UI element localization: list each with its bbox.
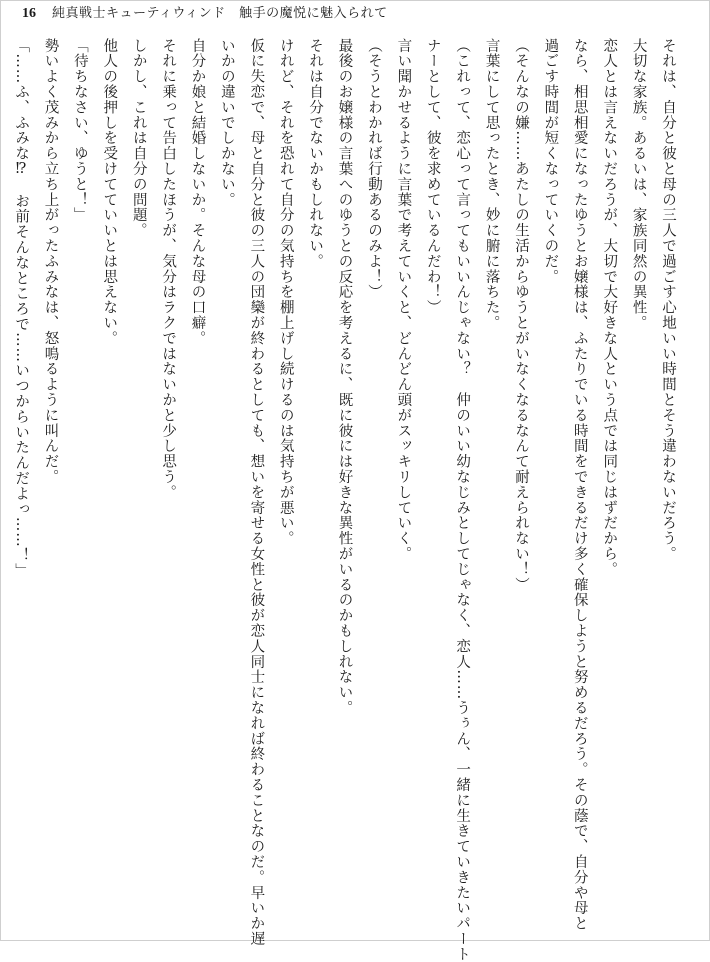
body-line: （そんなの嫌……あたしの生活からゆうとがいなくなるなんて耐えられない！） [512,38,529,593]
body-line: いかの違いでしかない。 [218,38,235,208]
body-line: 勢いよく茂みから立ち上がったふみなは、怒鳴るように叫んだ。 [42,38,59,485]
body-line: （そうとわかれば行動あるのみよ！） [365,38,382,300]
body-line: ナーとして、彼を求めているんだわ！） [424,38,441,316]
running-title: 純真戦士キューティウィンド 触手の魔悦に魅入られて [52,6,388,21]
body-line: 「待ちなさい、ゆうと！」 [71,38,88,223]
page-header [22,4,388,24]
page-number: 16 [22,6,36,21]
body-line [0,38,6,918]
body-line: 「……ふ、ふみな⁉ お前そんなところで……いつからいたんだよっ……！」 [13,38,30,579]
body-line: 最後のお嬢様の言葉へのゆうとの反応を考えるに、既に彼には好きな異性がいるのかもしれない。 [336,38,353,716]
body-line: 過ごす時間が短くなっていくのだ。 [542,38,559,285]
body-line: それは自分でないかもしれない。 [307,38,324,269]
novel-body-text [13,38,682,962]
body-line: けれど、それを恐れて自分の気持ちを棚上げし続けるのは気持ちが悪い。 [277,38,294,547]
body-line: 大切な家族。あるいは、家族同然の異性。 [630,38,647,331]
body-line: それに乗って告白したほうが、気分はラクではないかと少し思う。 [160,38,177,500]
body-line: なら、相思相愛になったゆうとお嬢様は、ふたりでいる時間をできるだけ多く確保しようと努めるだろう。その蔭で、自分や母と [571,38,588,932]
body-line: （これって、恋心って言ってもいいんじゃない？ 仲のいい幼なじみとしてじゃなく、恋人……うぅん、一緒に生きていきたいパート [454,38,471,962]
body-line: それは、自分と彼と母の三人で過ごす心地いい時間とそう違わないだろう。 [660,38,676,562]
body-line: 言い聞かせるように言葉で考えていくと、どんどん頭がスッキリしていく。 [395,38,412,562]
body-line: 恋人とは言えないだろうが、大切で大好きな人という点では同じはずだから。 [601,38,618,577]
body-line: 言葉にして思ったとき、妙に腑に落ちた。 [483,38,500,331]
body-line: 他人の後押しを受けてていいとは思えない。 [101,38,118,346]
body-line: 自分か娘と結婚しないか。そんな母の口癖。 [189,38,206,346]
body-line: しかし、これは自分の問題。 [130,38,147,239]
body-line: 仮に失恋で、母と自分と彼の三人の団欒が終わるとしても、想いを寄せる女性と彼が恋人同士になれば終わることなのだ。早いか遅 [248,38,265,947]
